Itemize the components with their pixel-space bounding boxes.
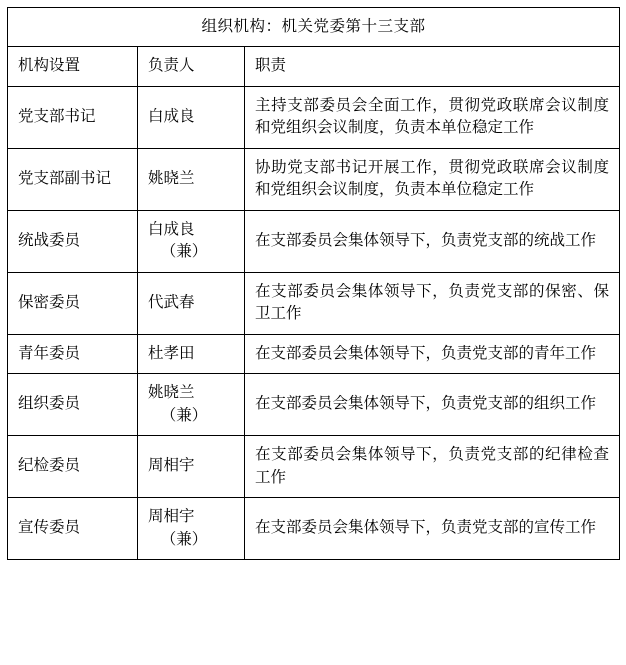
table-row [8, 374, 620, 436]
row-person-note: （兼） [160, 530, 208, 548]
row-duty: 在支部委员会集体领导下，负责党支部的组织工作 [245, 374, 620, 436]
row-person-name: 杜孝田 [148, 344, 195, 362]
row-person [138, 148, 245, 210]
document-title: 组织机构：机关党委第十三支部 [8, 8, 620, 47]
row-person-name: 白成良 [148, 108, 195, 126]
table-row [8, 334, 620, 373]
row-duty: 在支部委员会集体领导下，负责党支部的纪律检查工作 [245, 436, 620, 498]
row-duty: 在支部委员会集体领导下，负责党支部的保密、保卫工作 [245, 272, 620, 334]
column-header-person: 负责人 [138, 47, 245, 86]
column-header-duty: 职责 [245, 47, 620, 86]
table-title-row [8, 8, 620, 47]
row-person-name: 周相宇 [148, 508, 195, 526]
table-row [8, 210, 620, 272]
row-person-note: （兼） [160, 406, 208, 424]
row-person-name: 周相宇 [148, 457, 195, 475]
row-person [138, 210, 245, 272]
row-unit: 纪检委员 [8, 436, 138, 498]
row-person-name: 代武春 [148, 293, 195, 311]
row-unit: 宣传委员 [8, 498, 138, 560]
table-row [8, 86, 620, 148]
row-unit: 党支部副书记 [8, 148, 138, 210]
row-unit: 党支部书记 [8, 86, 138, 148]
row-duty: 在支部委员会集体领导下，负责党支部的统战工作 [245, 210, 620, 272]
document-page [0, 7, 626, 665]
row-unit: 保密委员 [8, 272, 138, 334]
row-unit: 统战委员 [8, 210, 138, 272]
row-unit: 青年委员 [8, 334, 138, 373]
row-person-note: （兼） [160, 243, 208, 261]
row-person [138, 436, 245, 498]
row-person [138, 334, 245, 373]
row-person-name: 姚晓兰 [148, 384, 195, 402]
table-row [8, 272, 620, 334]
row-duty: 协助党支部书记开展工作，贯彻党政联席会议制度和党组织会议制度，负责本单位稳定工作 [245, 148, 620, 210]
table-header-row [8, 47, 620, 86]
row-duty: 在支部委员会集体领导下，负责党支部的青年工作 [245, 334, 620, 373]
column-header-unit: 机构设置 [8, 47, 138, 86]
organization-table [7, 7, 620, 560]
row-unit: 组织委员 [8, 374, 138, 436]
row-duty: 主持支部委员会全面工作，贯彻党政联席会议制度和党组织会议制度，负责本单位稳定工作 [245, 86, 620, 148]
row-person [138, 374, 245, 436]
row-person [138, 272, 245, 334]
table-row [8, 498, 620, 560]
row-person [138, 498, 245, 560]
table-row [8, 148, 620, 210]
row-person-name: 姚晓兰 [148, 170, 195, 188]
row-person-name: 白成良 [148, 220, 195, 238]
row-duty: 在支部委员会集体领导下，负责党支部的宣传工作 [245, 498, 620, 560]
row-person [138, 86, 245, 148]
table-row [8, 436, 620, 498]
